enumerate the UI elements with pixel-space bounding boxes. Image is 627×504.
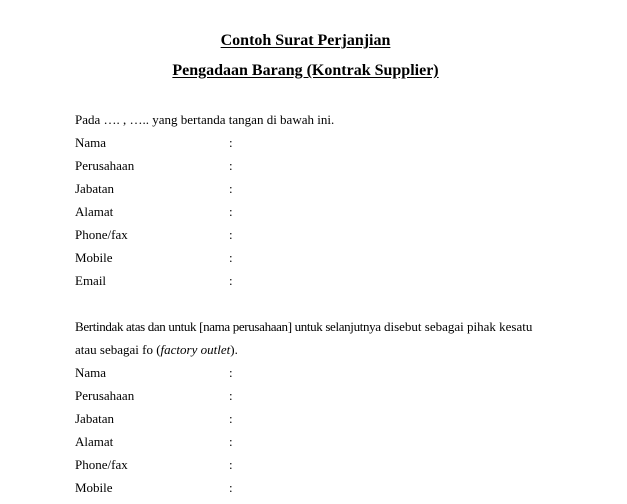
party2-field-jabatan <box>75 411 375 427</box>
field-label: Mobile <box>75 480 113 495</box>
party2-field-phone-fax <box>75 457 375 473</box>
statement-text-b: disebut sebagai pihak kesatu <box>380 319 533 334</box>
field-label: Nama <box>75 135 107 150</box>
party2-field-nama <box>75 365 375 381</box>
party1-field-nama <box>75 135 375 151</box>
field-colon: : <box>229 227 233 242</box>
field-label: Phone/fax <box>75 457 128 472</box>
field-colon: : <box>229 204 233 219</box>
party1-field-phone-fax <box>75 227 375 243</box>
statement-suffix: ). <box>230 342 238 357</box>
field-label: Perusahaan <box>75 158 135 173</box>
field-colon: : <box>229 250 233 265</box>
field-colon: : <box>229 457 233 472</box>
field-colon: : <box>229 434 233 449</box>
party1-field-alamat <box>75 204 375 220</box>
field-colon: : <box>229 365 233 380</box>
document-title: Contoh Surat Perjanjian <box>220 32 391 49</box>
field-label: Phone/fax <box>75 227 128 242</box>
statement-line-1 <box>75 319 532 335</box>
party1-field-perusahaan <box>75 158 375 174</box>
statement-line-2 <box>75 342 238 358</box>
field-label: Email <box>75 273 107 288</box>
field-label: Jabatan <box>75 181 114 196</box>
document-subtitle: Pengadaan Barang (Kontrak Supplier) <box>172 62 439 79</box>
field-colon: : <box>229 480 233 495</box>
field-colon: : <box>229 273 233 288</box>
field-colon: : <box>229 411 233 426</box>
party1-field-mobile <box>75 250 375 266</box>
field-label: Perusahaan <box>75 388 135 403</box>
field-label: Alamat <box>75 434 114 449</box>
party2-field-alamat <box>75 434 375 450</box>
field-label: Mobile <box>75 250 113 265</box>
statement-prefix: atau sebagai fo ( <box>75 342 161 357</box>
party1-field-email <box>75 273 375 289</box>
statement-italic-term: factory outlet <box>160 342 231 357</box>
field-label: Nama <box>75 365 107 380</box>
party2-field-perusahaan <box>75 388 375 404</box>
statement-text-a: Bertindak atas dan untuk [nama perusahaan] untuk selanjutnya <box>75 319 381 334</box>
field-colon: : <box>229 158 233 173</box>
field-label: Jabatan <box>75 411 114 426</box>
field-colon: : <box>229 135 233 150</box>
field-label: Alamat <box>75 204 114 219</box>
party1-field-jabatan <box>75 181 375 197</box>
field-colon: : <box>229 388 233 403</box>
field-colon: : <box>229 181 233 196</box>
party2-field-mobile <box>75 480 375 496</box>
intro-paragraph: Pada …. , ….. yang bertanda tangan di bawah ini. <box>75 112 335 127</box>
